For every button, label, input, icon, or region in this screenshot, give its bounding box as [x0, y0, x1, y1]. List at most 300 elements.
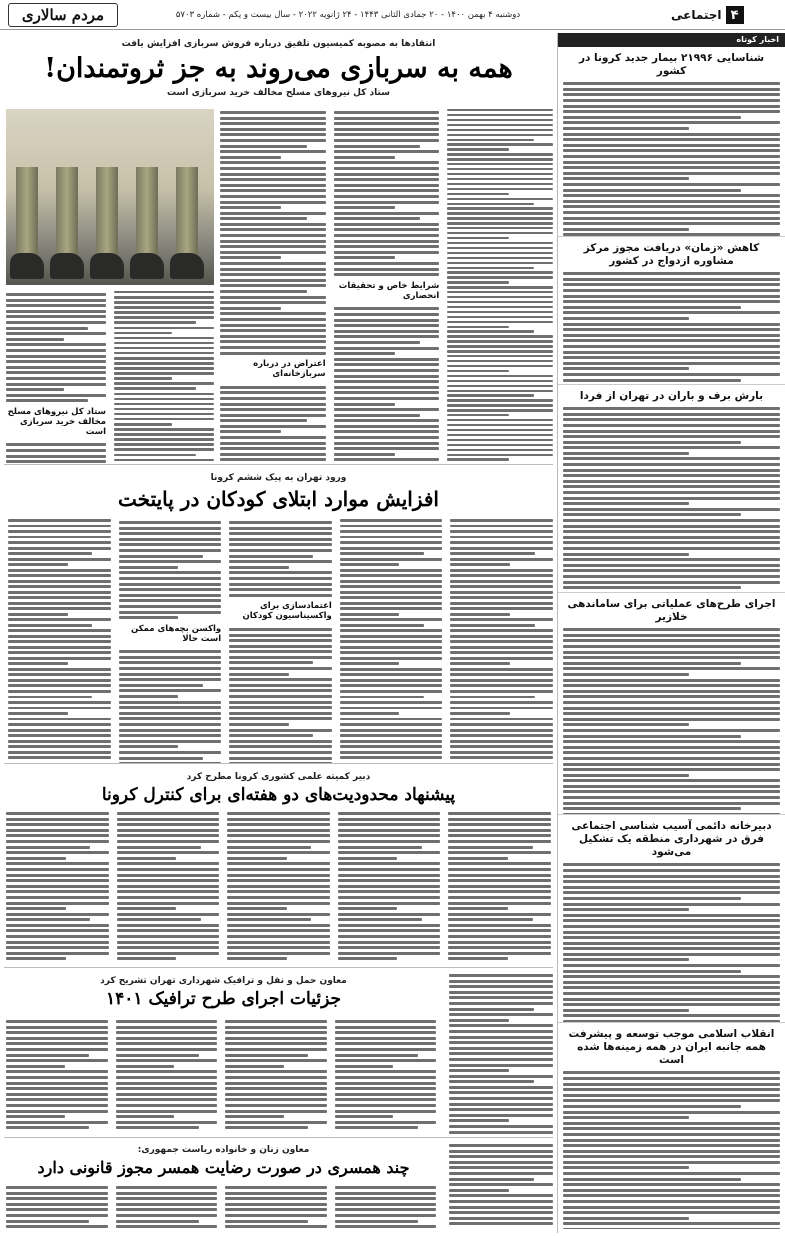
text-line [220, 453, 326, 456]
story-kicker: ورود تهران به پیک ششم کرونا [210, 473, 347, 483]
text-line [340, 684, 443, 687]
text-line [335, 1192, 437, 1195]
text-line [114, 438, 214, 440]
text-line [563, 328, 780, 331]
text-line [225, 1087, 327, 1090]
text-line [220, 447, 326, 450]
text-line [450, 646, 553, 649]
text-line [563, 919, 780, 922]
text-line [114, 301, 214, 303]
text-line [563, 790, 780, 793]
text-line [6, 360, 106, 363]
text-line [563, 435, 780, 438]
text-line [334, 212, 440, 215]
text-line [227, 857, 287, 860]
text-line [220, 312, 326, 315]
text-line [449, 1019, 509, 1022]
text-line [6, 929, 109, 932]
story-kicker: دبیر کمیته علمی کشوری کرونا مطرح کرد [186, 772, 371, 782]
text-line [563, 947, 780, 950]
text-line [229, 734, 313, 737]
text-line [6, 868, 109, 871]
text-line [227, 868, 330, 871]
inline-subhead: اعتمادسازی برای واکسیناسیون کودکان [242, 601, 332, 622]
text-line [447, 114, 553, 116]
text-line [563, 701, 780, 704]
text-line [6, 1186, 108, 1189]
text-line [335, 1070, 437, 1073]
text-line [338, 823, 441, 826]
text-line [117, 874, 220, 877]
text-line [119, 723, 222, 726]
text-line [220, 161, 326, 164]
text-line [449, 1211, 553, 1214]
text-line [449, 1206, 553, 1209]
text-line [6, 957, 66, 960]
text-line [119, 650, 222, 653]
text-line [114, 454, 196, 456]
text-line [338, 952, 441, 955]
brief-headline: کاهش «زمان» دریافت مجوز مرکز مشاوره ازدواج در کشور [583, 242, 760, 268]
text-line [450, 756, 553, 759]
text-line [227, 924, 330, 927]
text-line [563, 541, 780, 544]
text-line [119, 745, 179, 748]
story-body-columns [6, 812, 551, 962]
text-line [220, 178, 326, 181]
text-line [340, 607, 443, 610]
text-line [225, 1225, 327, 1228]
text-line [220, 189, 326, 192]
text-line [334, 425, 440, 428]
text-line [563, 278, 780, 281]
text-line [563, 413, 780, 416]
text-line [563, 149, 780, 152]
text-line [116, 1093, 218, 1096]
text-line [340, 696, 424, 699]
text-line [563, 875, 780, 878]
text-line [338, 902, 441, 905]
text-line [563, 485, 780, 488]
text-line [448, 890, 551, 893]
text-line [563, 317, 689, 320]
text-column [8, 519, 111, 759]
text-line [447, 168, 553, 170]
text-line [338, 929, 441, 932]
inline-subhead: اعتراض در درباره سربازخانه‌ای [253, 359, 326, 380]
text-line [335, 1214, 437, 1217]
text-line [119, 588, 222, 591]
text-line [8, 651, 111, 654]
text-line [449, 1222, 553, 1225]
text-line [227, 896, 330, 899]
text-line [119, 583, 222, 586]
text-line [563, 958, 689, 961]
text-line [6, 1037, 108, 1040]
text-line [6, 840, 109, 843]
text-line [338, 840, 441, 843]
text-line [447, 222, 553, 224]
text-line [229, 757, 332, 760]
text-line [334, 375, 440, 378]
text-line [563, 194, 780, 197]
text-line [119, 599, 222, 602]
text-line [229, 555, 313, 558]
text-line [6, 907, 66, 910]
text-line [447, 217, 553, 219]
text-line [117, 846, 201, 849]
text-line [114, 342, 214, 344]
text-line [8, 547, 111, 550]
text-line [225, 1070, 327, 1073]
text-line [117, 929, 220, 932]
brief-headline: شناسایی ۲۱۹۹۶ بیمار جدید کرونا در کشور [578, 52, 765, 78]
text-line [447, 188, 553, 190]
text-line [447, 316, 553, 318]
text-line [8, 569, 111, 572]
text-line [119, 712, 222, 715]
text-line [229, 571, 332, 574]
story-kicker: معاون زنان و خانواده ریاست جمهوری: [137, 1145, 310, 1155]
text-line [563, 1099, 780, 1102]
text-line [6, 1208, 108, 1211]
text-column [116, 1186, 218, 1230]
text-line [220, 245, 326, 248]
brief-body-text [563, 80, 780, 237]
text-line [225, 1059, 327, 1062]
text-line [225, 1020, 327, 1023]
text-line [563, 903, 780, 906]
section-number: ۴ [726, 6, 744, 24]
text-line [447, 257, 553, 259]
text-line [220, 301, 326, 304]
text-line [119, 616, 179, 619]
text-line [335, 1087, 437, 1090]
text-line [563, 1144, 780, 1147]
text-line [334, 150, 440, 153]
text-line [229, 740, 332, 743]
text-line [229, 566, 289, 569]
briefs-label: اخبار کوتاه [558, 33, 785, 47]
text-line [563, 553, 689, 556]
text-line [447, 444, 553, 446]
text-line [220, 458, 326, 461]
text-column [119, 519, 222, 759]
text-line [563, 807, 741, 810]
text-line [8, 690, 111, 693]
text-line [449, 1131, 553, 1134]
text-line [114, 413, 214, 415]
text-line [227, 812, 330, 815]
text-line [117, 946, 220, 949]
text-line [563, 367, 689, 370]
text-line [116, 1104, 218, 1107]
text-column [116, 1020, 218, 1132]
text-line [448, 896, 551, 899]
text-line [8, 624, 92, 627]
text-line [563, 897, 741, 900]
story-body-columns [6, 1186, 436, 1230]
text-line [338, 851, 441, 854]
text-column [6, 1186, 108, 1230]
text-line [563, 992, 780, 995]
story-kicker: انتقادها به مصوبه کمیسیون تلفیق درباره فروش سربازی افزایش یافت [121, 39, 436, 49]
text-line [335, 1076, 437, 1079]
story-conscription [4, 33, 553, 465]
text-line [450, 662, 510, 665]
text-line [117, 957, 177, 960]
text-line [563, 908, 689, 911]
text-line [220, 117, 326, 120]
text-line [8, 707, 111, 710]
text-line [449, 1047, 553, 1050]
text-line [6, 455, 106, 458]
text-line [116, 1087, 218, 1090]
text-line [563, 1222, 780, 1225]
text-line [114, 382, 214, 384]
text-line [119, 751, 222, 754]
text-line [447, 267, 534, 269]
section-badge [671, 4, 779, 26]
text-line [335, 1048, 437, 1051]
text-line [227, 941, 330, 944]
text-line [563, 144, 780, 147]
text-line [449, 1114, 553, 1117]
text-line [6, 918, 90, 921]
text-line [340, 662, 400, 665]
text-line [450, 629, 553, 632]
text-line [447, 262, 553, 264]
text-line [335, 1065, 394, 1068]
text-line [447, 242, 553, 244]
text-line [114, 459, 214, 461]
text-line [229, 538, 332, 541]
text-line [563, 774, 689, 777]
text-line [6, 460, 106, 463]
text-line [119, 527, 222, 530]
text-line [8, 596, 111, 599]
text-line [563, 547, 780, 550]
text-line [334, 414, 421, 417]
text-line [119, 762, 222, 764]
text-line [450, 729, 553, 732]
text-line [563, 746, 780, 749]
text-line [563, 891, 780, 894]
text-line [225, 1220, 308, 1223]
text-line [450, 718, 553, 721]
text-line [563, 953, 780, 956]
text-line [563, 362, 780, 365]
text-line [6, 1214, 108, 1217]
text-line [340, 541, 443, 544]
text-line [340, 519, 443, 522]
text-line [8, 563, 68, 566]
text-line [6, 355, 106, 358]
text-line [340, 679, 443, 682]
text-line [114, 352, 214, 354]
text-line [334, 391, 440, 394]
text-line [563, 116, 741, 119]
text-line [8, 696, 92, 699]
text-line [340, 718, 443, 721]
text-line [338, 818, 441, 821]
text-line [8, 712, 68, 715]
text-line [447, 271, 553, 273]
text-line [117, 857, 177, 860]
text-line [116, 1082, 218, 1085]
text-line [334, 380, 440, 383]
text-line [449, 1150, 553, 1153]
text-line [229, 656, 332, 659]
text-line [6, 1059, 108, 1062]
text-line [6, 1070, 108, 1073]
text-column [448, 812, 551, 962]
text-line [6, 896, 109, 899]
text-line [447, 390, 553, 392]
text-line [114, 311, 214, 313]
text-line [563, 497, 780, 500]
text-line [6, 338, 64, 341]
text-line [447, 119, 553, 121]
text-line [227, 890, 330, 893]
text-line [220, 324, 326, 327]
text-line [449, 1200, 553, 1203]
text-line [6, 1031, 108, 1034]
brief-body-text [563, 626, 780, 815]
section-title: اجتماعی [671, 8, 722, 22]
text-column [225, 1020, 327, 1132]
text-line [6, 913, 109, 916]
text-line [338, 890, 441, 893]
text-line [220, 307, 281, 310]
text-line [229, 695, 332, 698]
text-line [8, 729, 111, 732]
text-line [116, 1186, 218, 1189]
text-line [8, 525, 111, 528]
text-line [116, 1197, 218, 1200]
text-line [447, 203, 534, 205]
text-line [340, 690, 443, 693]
text-line [116, 1110, 218, 1113]
text-line [119, 656, 222, 659]
text-line [119, 521, 222, 524]
text-line [117, 924, 220, 927]
text-line [450, 657, 553, 660]
text-line [114, 408, 214, 410]
text-line [119, 689, 222, 692]
text-line [563, 474, 780, 477]
text-line [227, 952, 330, 955]
text-line [448, 818, 551, 821]
text-line [450, 635, 553, 638]
text-lines [220, 384, 326, 465]
text-line [563, 869, 780, 872]
text-line [447, 173, 553, 175]
text-line [119, 605, 222, 608]
text-line [6, 1110, 108, 1113]
text-line [8, 718, 111, 721]
text-line [6, 315, 106, 318]
text-line [563, 880, 780, 883]
text-line [335, 1031, 437, 1034]
text-line [114, 357, 214, 359]
text-line [447, 335, 553, 337]
text-line [563, 121, 780, 124]
text-line [114, 362, 214, 364]
text-line [225, 1082, 327, 1085]
text-line [225, 1121, 327, 1124]
text-line [119, 566, 179, 569]
text-line [450, 607, 553, 610]
text-line [338, 829, 441, 832]
text-line [6, 890, 109, 893]
text-line [450, 536, 553, 539]
text-line [340, 756, 443, 759]
text-line [563, 662, 741, 665]
text-line [335, 1203, 437, 1206]
text-line [229, 661, 313, 664]
text-line [448, 851, 551, 854]
text-column [449, 1144, 553, 1230]
text-line [447, 350, 553, 352]
text-line [220, 167, 326, 170]
text-line [114, 428, 214, 430]
text-line [447, 434, 553, 436]
text-lines [220, 109, 326, 355]
text-line [119, 560, 222, 563]
text-line [8, 640, 111, 643]
text-line [340, 552, 424, 555]
text-line [563, 779, 780, 782]
text-line [335, 1186, 437, 1189]
text-line [563, 1003, 780, 1006]
text-line [563, 695, 780, 698]
text-line [334, 234, 440, 237]
text-line [227, 879, 330, 882]
text-line [563, 712, 780, 715]
text-line [563, 469, 780, 472]
text-line [8, 668, 111, 671]
text-line [334, 436, 440, 439]
text-line [449, 1108, 553, 1111]
text-line [6, 349, 106, 352]
text-line [563, 189, 741, 192]
text-column [340, 519, 443, 759]
story-body-columns [8, 519, 553, 759]
text-line [563, 1211, 780, 1214]
text-line [563, 525, 780, 528]
text-line [227, 851, 330, 854]
text-line [340, 563, 400, 566]
text-line [225, 1110, 327, 1113]
text-line [340, 585, 443, 588]
text-line [448, 834, 551, 837]
text-line [450, 734, 553, 737]
text-line [116, 1059, 218, 1062]
text-line [447, 394, 534, 396]
text-line [225, 1026, 327, 1029]
text-line [6, 1197, 108, 1200]
text-line [563, 172, 780, 175]
text-line [450, 580, 553, 583]
text-line [227, 902, 330, 905]
text-line [449, 1178, 534, 1181]
text-line [447, 321, 553, 323]
text-line [340, 525, 443, 528]
text-line [340, 596, 443, 599]
text-line [340, 574, 443, 577]
text-line [8, 536, 111, 539]
